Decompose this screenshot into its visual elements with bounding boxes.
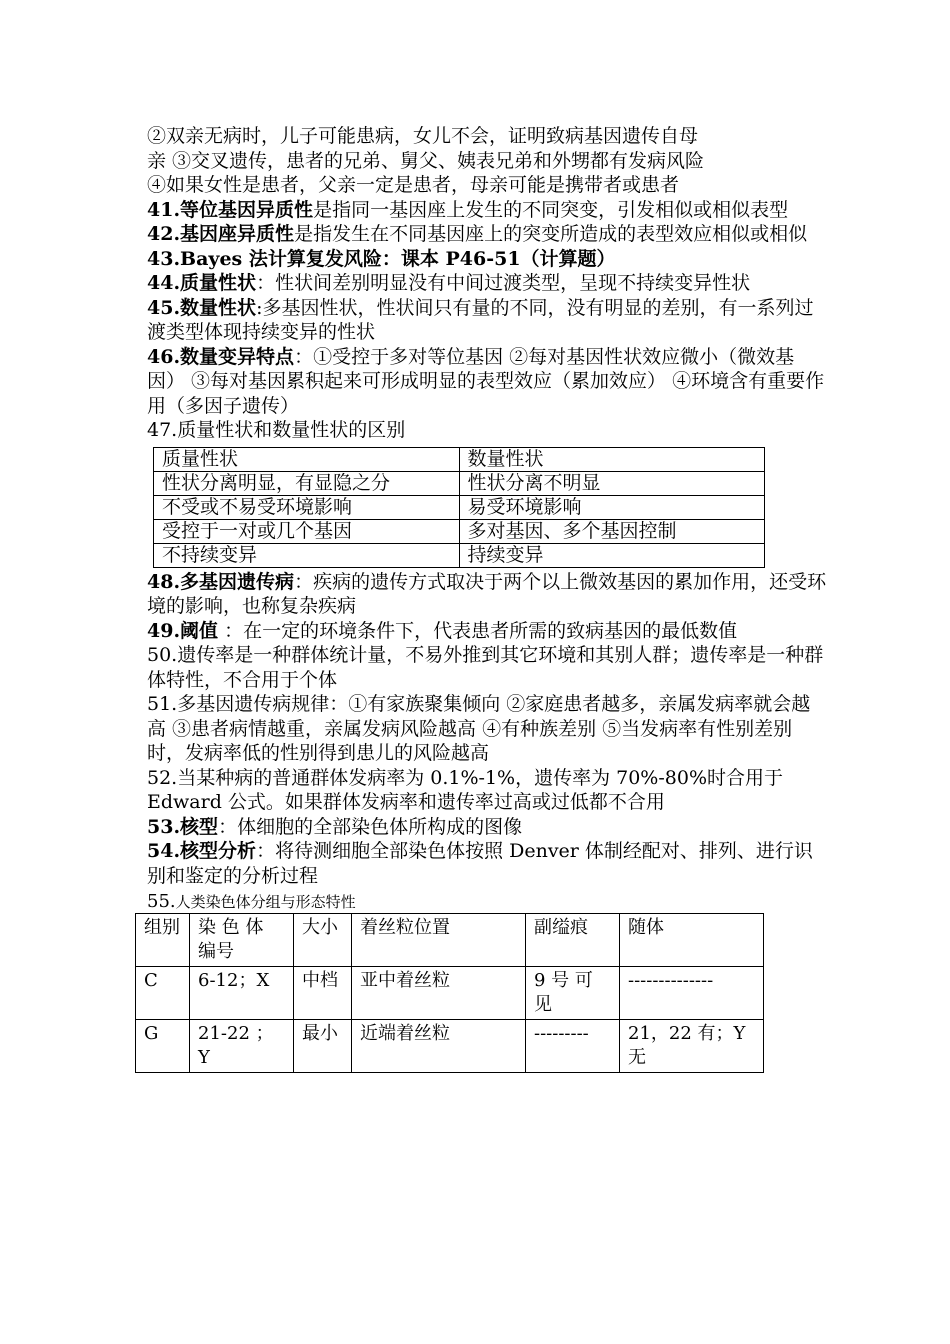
table-cell: --------- xyxy=(526,1020,620,1073)
table-cell: 不持续变异 xyxy=(154,543,460,567)
item-52: 52.当某种病的普通群体发病率为 0.1%-1%，遗传率为 70%-80%时合用于 Edward 公式。如果群体发病率和遗传率过高或过低都不合用 xyxy=(147,766,784,813)
table-cell: 近端着丝粒 xyxy=(352,1020,526,1073)
trait-comparison-table xyxy=(153,447,765,568)
table-header-cell: 着丝粒位置 xyxy=(352,914,526,967)
item-53-text: ：体细胞的全部染色体所构成的图像 xyxy=(218,815,523,838)
item-49-text: ：在一定的环境条件下，代表患者所需的致病基因的最低数值 xyxy=(218,619,738,642)
item-47: 47.质量性状和数量性状的区别 xyxy=(147,419,406,441)
item-49 xyxy=(147,619,827,644)
chromosome-group-table xyxy=(135,913,764,1073)
table-header-cell: 数量性状 xyxy=(459,447,765,471)
table-row xyxy=(154,495,765,519)
table-header-cell: 质量性状 xyxy=(154,447,460,471)
table-cell: G xyxy=(136,1020,190,1073)
item-42 xyxy=(147,222,827,247)
item-46-text: ：①受控于多对等位基因 ②每对基因性状效应微小（微效基因） ③每对基因累积起来可形成明显的表型效应（累加效应） ④环境含有重要作用（多因子遗传） xyxy=(147,345,825,417)
item-42-term: 42.基因座异质性 xyxy=(147,223,295,245)
table-row xyxy=(136,1020,764,1073)
table-header-row xyxy=(154,447,765,471)
table-cell: 亚中着丝粒 xyxy=(352,967,526,1020)
item-49-term: 49.阈值 xyxy=(147,619,219,642)
item-45-term: 45.数量性状 xyxy=(147,296,257,319)
item-54-text: ：将待测细胞全部染色体按照 Denver 体制经配对、排列、进行识别和鉴定的分析过程 xyxy=(147,840,813,887)
item-55-text: 人类染色体分组与形态特性 xyxy=(175,893,356,911)
intro-line-2: 亲 ③交叉遗传，患者的兄弟、舅父、姨表兄弟和外甥都有发病风险 xyxy=(147,149,705,172)
table-header-cell: 随体 xyxy=(620,914,764,967)
table-cell: 最小 xyxy=(294,1020,352,1073)
table-cell: 21-22 ；Y xyxy=(190,1020,294,1073)
table-cell: 不受或不易受环境影响 xyxy=(154,495,460,519)
item-46-term: 46.数量变异特点 xyxy=(147,345,295,368)
table-cell: 9 号 可 见 xyxy=(526,967,620,1020)
table-header-cell: 大小 xyxy=(294,914,352,967)
document-page xyxy=(144,124,827,1073)
item-55-number: 55. xyxy=(147,891,176,912)
item-45 xyxy=(147,296,827,345)
item-43: 43.Bayes 法计算复发风险：课本 P46-51（计算题） xyxy=(147,247,616,270)
table-row xyxy=(154,543,765,567)
table-header-row xyxy=(136,914,764,967)
item-53 xyxy=(147,815,827,840)
table-header-cell: 组别 xyxy=(136,914,190,967)
item-50: 50.遗传率是一种群体统计量，不易外推到其它环境和其别人群；遗传率是一种群体特性，不合用于个体 xyxy=(147,644,824,691)
item-41-term: 41.等位基因异质性 xyxy=(147,198,314,221)
item-42-text: 是指发生在不同基因座上的突变所造成的表型效应相似或相似 xyxy=(294,223,808,245)
item-44-term: 44.质量性状 xyxy=(147,272,257,294)
table-row xyxy=(154,519,765,543)
item-44 xyxy=(147,271,827,296)
item-54-term: 54.核型分析 xyxy=(147,840,257,862)
table-cell: 性状分离明显，有显隐之分 xyxy=(154,471,460,495)
item-51: 51.多基因遗传病规律：①有家族聚集倾向 ②家庭患者越多，亲属发病率就会越高 ③患者病情越重，亲属发病风险越高 ④有种族差别 ⑤当发病率有性别差别时，发病率低的性别得到患儿的风险越高 xyxy=(147,693,811,764)
table-cell: 中档 xyxy=(294,967,352,1020)
table-header-cell: 副缢痕 xyxy=(526,914,620,967)
table-cell: 受控于一对或几个基因 xyxy=(154,519,460,543)
table-row xyxy=(136,967,764,1020)
table-cell: 多对基因、多个基因控制 xyxy=(459,519,765,543)
item-55-caption xyxy=(147,892,827,912)
table-cell: 6-12；X xyxy=(190,967,294,1020)
item-53-term: 53.核型 xyxy=(147,815,219,838)
item-41-text: 是指同一基因座上发生的不同突变，引发相似或相似表型 xyxy=(313,198,789,221)
item-44-text: ：性状间差别明显没有中间过渡类型，呈现不持续变异性状 xyxy=(256,272,751,294)
item-54 xyxy=(147,839,827,888)
item-48 xyxy=(147,570,827,619)
intro-line-3: ④如果女性是患者，父亲一定是患者，母亲可能是携带者或患者 xyxy=(147,174,680,196)
table-cell: -------------- xyxy=(620,967,764,1020)
item-48-text: ：疾病的遗传方式取决于两个以上微效基因的累加作用，还受环境的影响，也称复杂疾病 xyxy=(147,570,827,617)
table-row xyxy=(154,471,765,495)
item-41 xyxy=(147,198,827,223)
item-45-text: :多基因性状，性状间只有量的不同，没有明显的差别，有一系列过渡类型体现持续变异的性状 xyxy=(147,296,814,343)
item-46 xyxy=(147,345,827,419)
table-header-cell: 染 色 体 编号 xyxy=(190,914,294,967)
table-cell: C xyxy=(136,967,190,1020)
table-cell: 持续变异 xyxy=(459,543,765,567)
item-48-term: 48.多基因遗传病 xyxy=(147,570,295,593)
table-cell: 21，22 有；Y 无 xyxy=(620,1020,764,1073)
table-cell: 易受环境影响 xyxy=(459,495,765,519)
table-cell: 性状分离不明显 xyxy=(459,471,765,495)
intro-line-1: ②双亲无病时，儿子可能患病，女儿不会，证明致病基因遗传自母 xyxy=(147,125,699,147)
